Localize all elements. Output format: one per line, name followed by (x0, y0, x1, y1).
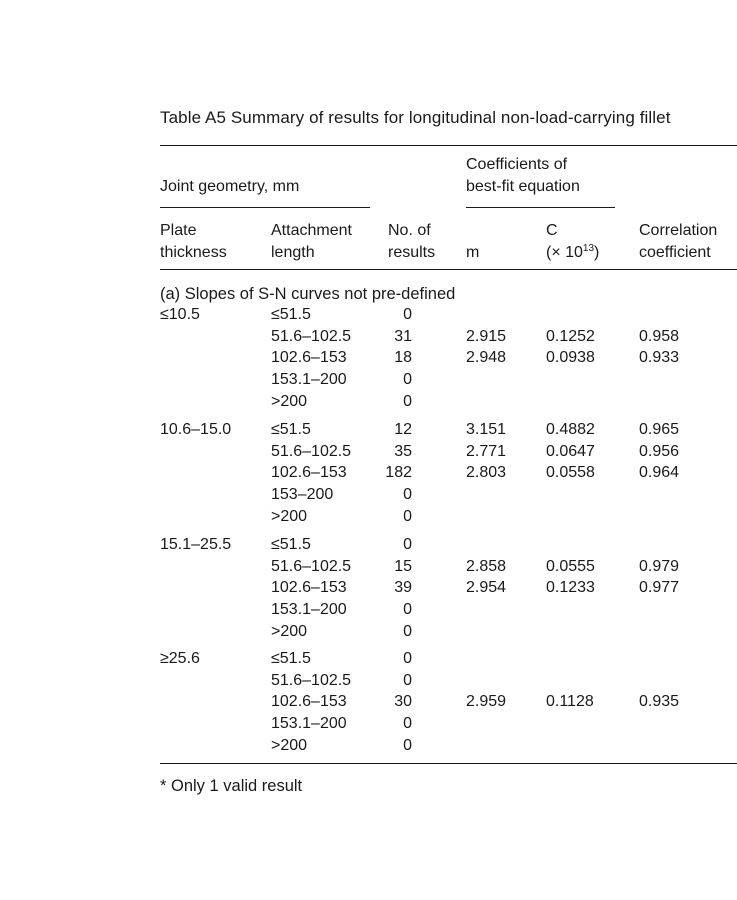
header-plate-line2: thickness (160, 244, 227, 261)
results-cell: 0 (403, 486, 412, 503)
results-cell: 0 (403, 601, 412, 618)
plate-thickness-cell: 10.6–15.0 (160, 421, 232, 438)
attachment-cell: 102.6–153 (271, 579, 347, 596)
correlation-cell: 0.933 (639, 349, 680, 366)
results-cell: 182 (385, 464, 412, 481)
m-cell: 2.771 (466, 443, 507, 460)
m-cell: 2.858 (466, 558, 507, 575)
correlation-cell: 0.956 (639, 443, 680, 460)
attachment-cell: ≤51.5 (271, 306, 311, 323)
results-cell: 15 (394, 558, 412, 575)
correlation-cell: 0.979 (639, 558, 680, 575)
results-cell: 0 (403, 715, 412, 732)
results-cell: 0 (403, 623, 412, 640)
results-cell: 0 (403, 650, 412, 667)
attachment-cell: 102.6–153 (271, 693, 347, 710)
c-cell: 0.4882 (546, 421, 595, 438)
correlation-cell: 0.977 (639, 579, 680, 596)
results-cell: 0 (403, 371, 412, 388)
c-cell: 0.0647 (546, 443, 595, 460)
header-coefficients-line2: best-fit equation (466, 178, 580, 195)
attachment-cell: >200 (271, 737, 308, 754)
m-cell: 2.915 (466, 328, 507, 345)
correlation-cell: 0.958 (639, 328, 680, 345)
m-cell: 3.151 (466, 421, 507, 438)
m-cell: 2.803 (466, 464, 507, 481)
header-joint-geometry: Joint geometry, mm (160, 178, 300, 195)
coefficients-underline (466, 207, 615, 208)
m-cell: 2.948 (466, 349, 507, 366)
attachment-cell: 153.1–200 (271, 715, 347, 732)
results-cell: 0 (403, 306, 412, 323)
header-results-line1: No. of (388, 222, 431, 239)
bottom-rule (160, 763, 737, 764)
attachment-cell: >200 (271, 393, 308, 410)
attachment-cell: 51.6–102.5 (271, 558, 352, 575)
header-attach-line2: length (271, 244, 315, 261)
section-title: (a) Slopes of S-N curves not pre-defined (160, 285, 456, 303)
attachment-cell: 51.6–102.5 (271, 443, 352, 460)
header-results-line2: results (388, 244, 436, 261)
header-c-line1: C (546, 222, 558, 239)
attachment-cell: 102.6–153 (271, 464, 347, 481)
m-cell: 2.954 (466, 579, 507, 596)
attachment-cell: 153.1–200 (271, 601, 347, 618)
results-cell: 0 (403, 393, 412, 410)
results-cell: 39 (394, 579, 412, 596)
results-cell: 31 (394, 328, 412, 345)
header-m: m (466, 244, 480, 261)
attachment-cell: 51.6–102.5 (271, 672, 352, 689)
attachment-cell: >200 (271, 508, 308, 525)
header-corr-line2: coefficient (639, 244, 711, 261)
correlation-cell: 0.935 (639, 693, 680, 710)
attachment-cell: >200 (271, 623, 308, 640)
c-cell: 0.0938 (546, 349, 595, 366)
c-cell: 0.0555 (546, 558, 595, 575)
c-cell: 0.1252 (546, 328, 595, 345)
header-coefficients-line1: Coefficients of (466, 156, 568, 173)
plate-thickness-cell: ≥25.6 (160, 650, 200, 667)
attachment-cell: 153–200 (271, 486, 334, 503)
results-cell: 0 (403, 737, 412, 754)
results-cell: 12 (394, 421, 412, 438)
c-cell: 0.1233 (546, 579, 595, 596)
results-cell: 0 (403, 672, 412, 689)
header-attach-line1: Attachment (271, 222, 352, 239)
attachment-cell: 153.1–200 (271, 371, 347, 388)
header-rule (160, 269, 737, 270)
top-rule (160, 145, 737, 146)
correlation-cell: 0.965 (639, 421, 680, 438)
attachment-cell: 102.6–153 (271, 349, 347, 366)
joint-geometry-underline (160, 207, 370, 208)
results-cell: 30 (394, 693, 412, 710)
c-cell: 0.1128 (546, 693, 594, 710)
header-corr-line1: Correlation (639, 222, 718, 239)
results-cell: 0 (403, 536, 412, 553)
results-cell: 18 (394, 349, 412, 366)
table-caption: Table A5 Summary of results for longitudinal non-load-carrying fillet (160, 108, 671, 127)
m-cell: 2.959 (466, 693, 507, 710)
footnote: * Only 1 valid result (160, 777, 303, 795)
attachment-cell: 51.6–102.5 (271, 328, 352, 345)
plate-thickness-cell: ≤10.5 (160, 306, 200, 323)
plate-thickness-cell: 15.1–25.5 (160, 536, 232, 553)
attachment-cell: ≤51.5 (271, 536, 311, 553)
attachment-cell: ≤51.5 (271, 650, 311, 667)
correlation-cell: 0.964 (639, 464, 680, 481)
attachment-cell: ≤51.5 (271, 421, 311, 438)
header-plate-line1: Plate (160, 222, 197, 239)
results-cell: 35 (394, 443, 412, 460)
c-cell: 0.0558 (546, 464, 595, 481)
results-cell: 0 (403, 508, 412, 525)
header-c-line2: (× $10^{13}$) (546, 243, 600, 261)
